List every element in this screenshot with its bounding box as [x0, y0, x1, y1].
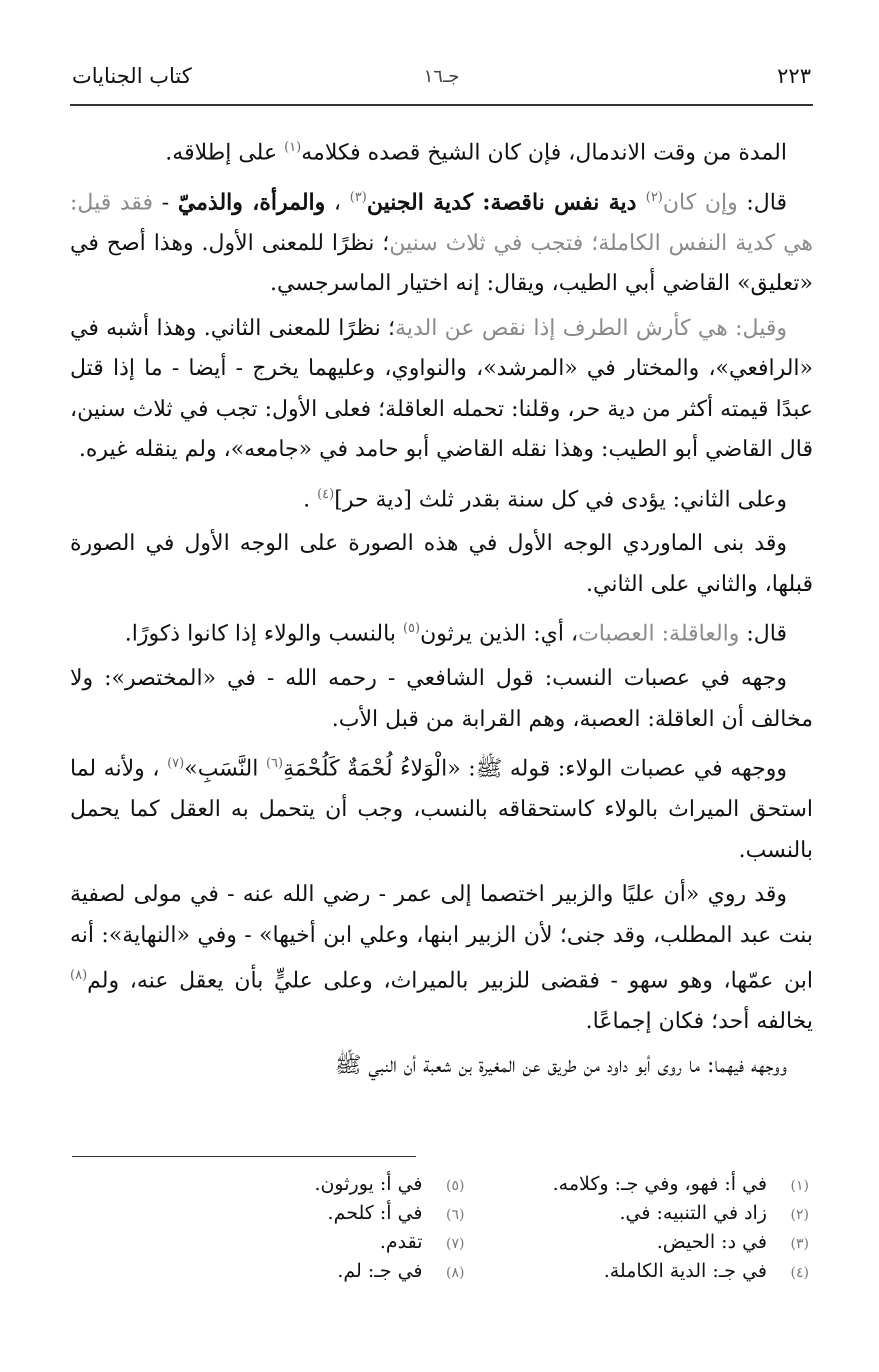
paragraph	[70, 309, 813, 471]
faded-text: والعاقلة: العصبات	[578, 621, 740, 647]
footnote-number: (٣)	[790, 1236, 809, 1252]
faded-text: فقد قيل: هي كدية النفس الكاملة؛ فتجب في ثلاث سنين	[70, 190, 814, 256]
footnote-number: (٢)	[790, 1207, 809, 1223]
text-segment: -	[153, 190, 178, 216]
footnote-number: (٦)	[446, 1207, 465, 1223]
text-segment: على إطلاقه.	[165, 140, 285, 166]
paragraph	[70, 178, 813, 305]
volume-label: جـ١٦	[423, 66, 460, 87]
header-rule	[70, 104, 813, 106]
footnote-ref: (٣)	[349, 189, 367, 205]
matn-text: دية نفس ناقصة: كدية الجنين	[366, 189, 646, 216]
footnote-number: (٥)	[446, 1178, 465, 1194]
text-segment: وجهه في عصبات النسب: قول الشافعي - رحمه الله - في «المختصر»: ولا مخالف أن العاقلة: العصبة، وهم القرابة من قبل الأب.	[70, 666, 813, 732]
footnote	[150, 1170, 465, 1199]
text-segment: قال:	[737, 190, 788, 216]
text-segment: وقد روي «أن عليًا والزبير اختصما إلى عمر - رضي الله عنه - في مولى لصفية بنت عبد المطلب، وقد جنى؛ لأن الزبير ابنها، وعلي ابن أخيها» - وفي «النهاية»: أنه ابن عمّها، وهو سهو - فقضى للزبير بالميراث، وعلى عليٍّ بأن يعقل عنه، ولم	[70, 882, 813, 994]
footnotes	[150, 1170, 809, 1286]
paragraph	[70, 609, 813, 655]
footnote-text: تقدم.	[379, 1231, 423, 1253]
text-segment: يخالفه أحد؛ فكان إجماعًا.	[585, 1008, 813, 1034]
footnote-ref: (٢)	[645, 189, 663, 205]
footnote	[150, 1199, 465, 1228]
paragraph	[70, 1046, 813, 1087]
faded-text: وقيل: هي كأرش الطرف إذا نقص عن الدية	[395, 315, 787, 341]
footnote-text: في أ: كلحم.	[327, 1202, 423, 1224]
text-segment: ، أي: الذين يرثون	[420, 621, 579, 647]
text-segment: بالنسب والولاء إذا كانوا ذكورًا.	[124, 621, 403, 647]
paragraph	[70, 475, 813, 521]
paragraph	[70, 744, 813, 871]
main-text	[70, 128, 813, 1091]
paragraph	[70, 128, 813, 174]
paragraph	[70, 524, 813, 605]
paragraph	[70, 659, 813, 740]
footnote	[495, 1257, 810, 1286]
footnote-number: (٨)	[446, 1265, 465, 1281]
footnote-ref: (٦)	[265, 756, 284, 772]
footnote	[495, 1170, 810, 1199]
text-segment: ؛ نظرًا للمعنى الأول. وهذا أصح في «تعليق» القاضي أبي الطيب، ويقال: إنه اختيار الماسرجسي.	[70, 230, 813, 297]
footnote-text: في أ: فهو، وفي جـ: وكلامه.	[552, 1173, 767, 1195]
footnote-text: في جـ: الدية الكاملة.	[603, 1260, 767, 1282]
book-title: كتاب الجنايات	[72, 64, 192, 88]
footnote-number: (٤)	[790, 1265, 809, 1281]
footnote-ref: (٨)	[70, 968, 88, 984]
page-header	[72, 60, 811, 96]
matn-text: والمرأة، والذميّ	[177, 189, 326, 216]
footnote	[495, 1199, 810, 1228]
text-segment: ؛ نظرًا للمعنى الثاني. وهذا أشبه في «الرافعي»، والمختار في «المرشد»، والنواوي، وعليهما يخرج - أيضا - ما إذا قتل عبدًا قيمته أكثر من دية حر، وقلنا: تحمله العاقلة؛ فعلى الأول: تجب في ثلاث سنين، قال القاضي أبو الطيب: وهذا نقله القاضي أبو حامد في «جامعه»، ولم ينقله غيره.	[70, 315, 813, 463]
text-segment: وعلى الثاني: يؤدى في كل سنة بقدر ثلث [دية حر]	[334, 486, 787, 512]
footnote-number: (١)	[790, 1178, 809, 1194]
faded-text: وإن كان	[662, 190, 738, 216]
page-number: ٢٢٣	[777, 64, 811, 88]
footnote-ref: (٧)	[167, 756, 185, 772]
footnote-text: في أ: يورثون.	[314, 1173, 423, 1195]
text-segment: المدة من وقت الاندمال، فإن كان الشيخ قصده فكلامه	[301, 140, 787, 166]
text-segment: ،	[325, 190, 350, 216]
footnote-number: (٧)	[446, 1236, 465, 1252]
footnote-text: في جـ: لم.	[337, 1260, 423, 1282]
footnote-ref: (٥)	[402, 621, 421, 637]
footnote	[150, 1257, 465, 1286]
text-segment: .	[303, 486, 318, 512]
footnote-separator	[72, 1156, 416, 1157]
footnote-ref: (٤)	[317, 486, 335, 502]
text-segment: ، ولأنه لما استحق الميراث بالولاء كاستحقاقه بالنسب، وجب أن يتحمل به العقل كما يحمل بالنسب.	[70, 756, 813, 863]
footnote-text: زاد في التنبيه: في.	[619, 1202, 767, 1224]
text-segment: وقد بنى الماوردي الوجه الأول في هذه الصورة على الوجه الأول في الصورة قبلها، والثاني على الثاني.	[70, 531, 813, 597]
footnote	[150, 1228, 465, 1257]
text-segment: قال:	[739, 621, 787, 647]
paragraph	[70, 875, 813, 1042]
footnote-text: في د: الحيض.	[656, 1231, 767, 1253]
footnote	[495, 1228, 810, 1257]
text-segment: النَّسَبِ»	[184, 756, 266, 782]
footnote-ref: (١)	[284, 140, 302, 155]
text-segment: ووجهه في عصبات الولاء: قوله ﷺ: «الْوَلاءُ لُحْمَةٌ كَلُحْمَةِ	[283, 756, 787, 782]
text-segment: ووجهه فيهما: ما روى أبو داود من طريق عن المغيرة بن شعبة أن النبي ﷺ	[334, 1053, 787, 1079]
